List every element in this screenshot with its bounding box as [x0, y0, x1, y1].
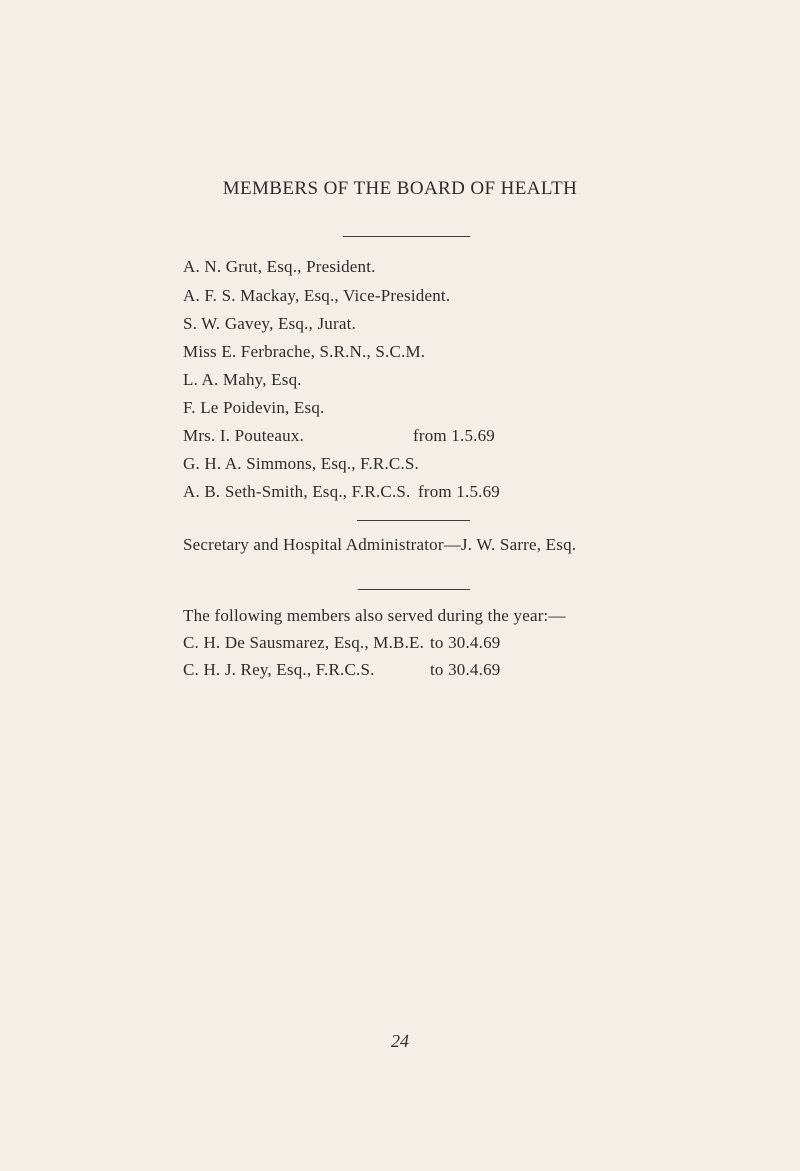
divider-rule: [357, 520, 470, 521]
member-line: G. H. A. Simmons, Esq., F.R.C.S.: [183, 454, 420, 473]
secretary-line: Secretary and Hospital Administrator—J. W. Sarre, Esq.: [183, 535, 577, 554]
also-served-member: C. H. De Sausmarez, Esq., M.B.E.: [183, 633, 425, 652]
member-date-note: from 1.5.69: [418, 482, 500, 501]
member-line: A. F. S. Mackay, Esq., Vice-President.: [183, 286, 451, 305]
member-line: Mrs. I. Pouteaux.: [183, 426, 304, 445]
member-line: A. N. Grut, Esq., President.: [183, 257, 376, 276]
member-date-note: from 1.5.69: [413, 426, 495, 445]
page-number: 24: [391, 1031, 409, 1051]
member-line: A. B. Seth-Smith, Esq., F.R.C.S.: [183, 482, 411, 501]
member-line: F. Le Poidevin, Esq.: [183, 398, 325, 417]
member-date-note: to 30.4.69: [430, 633, 501, 652]
member-line: Miss E. Ferbrache, S.R.N., S.C.M.: [183, 342, 426, 361]
divider-rule: [343, 236, 470, 237]
also-served-intro: The following members also served during the year:—: [183, 606, 566, 625]
member-date-note: to 30.4.69: [430, 660, 501, 679]
member-line: L. A. Mahy, Esq.: [183, 370, 302, 389]
also-served-member: C. H. J. Rey, Esq., F.R.C.S.: [183, 660, 375, 679]
member-line: S. W. Gavey, Esq., Jurat.: [183, 314, 356, 333]
page-title: MEMBERS OF THE BOARD OF HEALTH: [222, 178, 578, 199]
divider-rule: [358, 589, 470, 590]
